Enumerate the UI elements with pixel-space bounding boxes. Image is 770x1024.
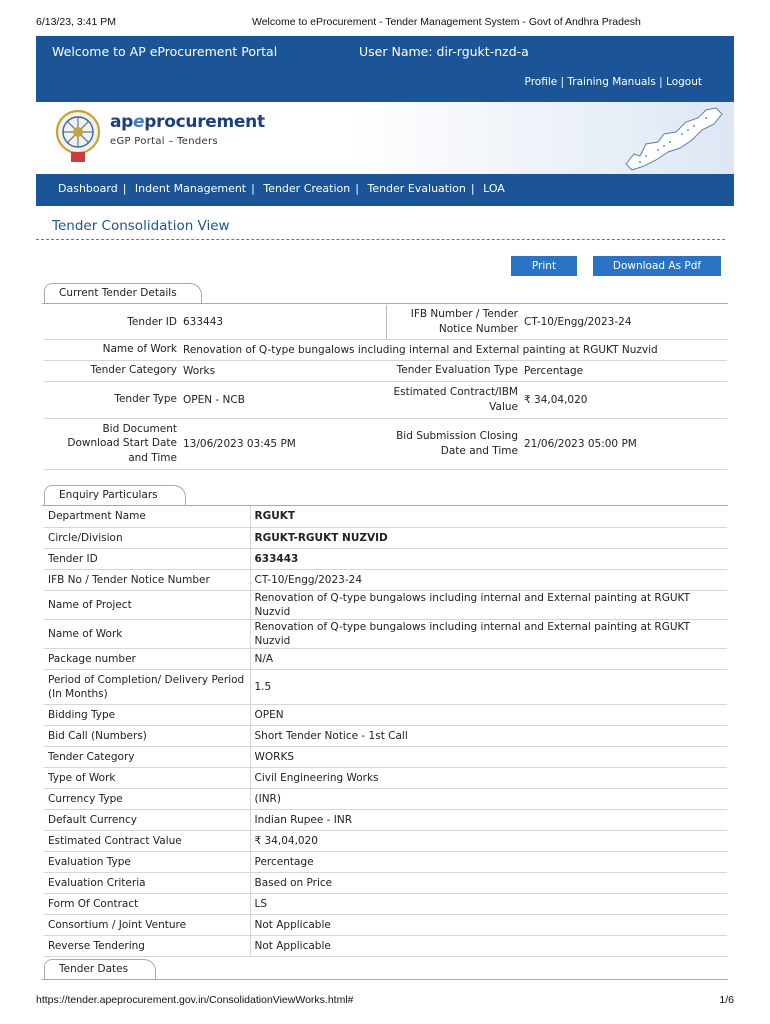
enquiry-key: Period of Completion/ Delivery Period (In Months) bbox=[44, 669, 250, 704]
enquiry-key: Currency Type bbox=[44, 788, 250, 809]
enquiry-value: N/A bbox=[250, 648, 727, 669]
profile-link[interactable]: Profile bbox=[524, 76, 558, 88]
print-footer bbox=[36, 994, 734, 1006]
category-label: Tender Category bbox=[44, 360, 180, 381]
enquiry-key: Name of Work bbox=[44, 619, 250, 648]
main-nav: Dashboard | Indent Management | Tender Creation | Tender Evaluation | LOA bbox=[36, 174, 734, 206]
table-row bbox=[44, 725, 727, 746]
enquiry-value: RGUKT-RGUKT NUZVID bbox=[250, 527, 727, 548]
table-row bbox=[44, 619, 727, 648]
print-page-title: Welcome to eProcurement - Tender Management System - Govt of Andhra Pradesh bbox=[252, 16, 641, 28]
enquiry-key: Evaluation Criteria bbox=[44, 872, 250, 893]
state-map-icon bbox=[606, 104, 728, 172]
enquiry-key: Department Name bbox=[44, 506, 250, 527]
ecv-value: ₹ 34,04,020 bbox=[521, 381, 727, 418]
print-header bbox=[36, 16, 734, 30]
user-links: Profile | Training Manuals | Logout bbox=[524, 76, 702, 88]
tender-type-label: Tender Type bbox=[44, 381, 180, 418]
user-name: User Name: dir-rgukt-nzd-a bbox=[359, 44, 529, 59]
enquiry-key: Evaluation Type bbox=[44, 851, 250, 872]
tender-id-label: Tender ID bbox=[44, 305, 180, 339]
enquiry-value: Indian Rupee - INR bbox=[250, 809, 727, 830]
enquiry-key: Tender Category bbox=[44, 746, 250, 767]
ap-emblem-icon bbox=[54, 108, 102, 164]
enquiry-key: Name of Project bbox=[44, 590, 250, 619]
table-row bbox=[44, 767, 727, 788]
ifb-label: IFB Number / Tender Notice Number bbox=[386, 305, 521, 339]
closing-label: Bid Submission Closing Date and Time bbox=[386, 418, 521, 469]
enquiry-key: Estimated Contract Value bbox=[44, 830, 250, 851]
tender-id-value: 633443 bbox=[180, 305, 386, 339]
top-bar bbox=[36, 36, 734, 102]
page-number: 1/6 bbox=[719, 994, 734, 1006]
current-tender-tab-line bbox=[42, 303, 728, 304]
enquiry-key: Circle/Division bbox=[44, 527, 250, 548]
enquiry-value: Renovation of Q-type bungalows including internal and External painting at RGUKT Nuzvid bbox=[250, 590, 727, 619]
enquiry-value: LS bbox=[250, 893, 727, 914]
table-row bbox=[44, 809, 727, 830]
enquiry-value: (INR) bbox=[250, 788, 727, 809]
enquiry-table bbox=[44, 506, 727, 957]
tender-dates-tab: Tender Dates bbox=[44, 959, 156, 979]
tender-dates-tab-line bbox=[42, 979, 728, 980]
enquiry-value: Civil Engineering Works bbox=[250, 767, 727, 788]
brand-logo: apeprocurement bbox=[110, 112, 265, 132]
table-row bbox=[44, 746, 727, 767]
nav-loa[interactable]: LOA bbox=[483, 182, 505, 195]
training-manuals-link[interactable]: Training Manuals bbox=[567, 76, 656, 88]
page-url: https://tender.apeprocurement.gov.in/ConsolidationViewWorks.html# bbox=[36, 994, 354, 1006]
ecv-label: Estimated Contract/IBM Value bbox=[386, 381, 521, 418]
table-row bbox=[44, 669, 727, 704]
download-start-value: 13/06/2023 03:45 PM bbox=[180, 418, 386, 469]
enquiry-key: Reverse Tendering bbox=[44, 935, 250, 956]
closing-value: 21/06/2023 05:00 PM bbox=[521, 418, 727, 469]
enquiry-value: Percentage bbox=[250, 851, 727, 872]
enquiry-value: RGUKT bbox=[250, 506, 727, 527]
welcome-text: Welcome to AP eProcurement Portal bbox=[52, 44, 278, 59]
table-row bbox=[44, 569, 727, 590]
category-value: Works bbox=[180, 360, 386, 381]
enquiry-value: Renovation of Q-type bungalows including internal and External painting at RGUKT Nuzvid bbox=[250, 619, 727, 648]
table-row bbox=[44, 830, 727, 851]
enquiry-key: IFB No / Tender Notice Number bbox=[44, 569, 250, 590]
enquiry-tab: Enquiry Particulars bbox=[44, 485, 186, 505]
download-pdf-button[interactable]: Download As Pdf bbox=[593, 256, 721, 276]
enquiry-value: 1.5 bbox=[250, 669, 727, 704]
portal-subtitle: eGP Portal – Tenders bbox=[110, 136, 218, 147]
table-row bbox=[44, 648, 727, 669]
enquiry-key: Form Of Contract bbox=[44, 893, 250, 914]
table-row bbox=[44, 704, 727, 725]
print-datetime: 6/13/23, 3:41 PM bbox=[36, 16, 116, 28]
tender-type-value: OPEN - NCB bbox=[180, 381, 386, 418]
download-start-label: Bid Document Download Start Date and Time bbox=[44, 418, 180, 469]
table-row bbox=[44, 914, 727, 935]
current-tender-tab: Current Tender Details bbox=[44, 283, 202, 303]
enquiry-key: Type of Work bbox=[44, 767, 250, 788]
enquiry-key: Default Currency bbox=[44, 809, 250, 830]
enquiry-key: Bid Call (Numbers) bbox=[44, 725, 250, 746]
nav-dashboard[interactable]: Dashboard bbox=[58, 182, 118, 195]
enquiry-value: ₹ 34,04,020 bbox=[250, 830, 727, 851]
table-row bbox=[44, 872, 727, 893]
enquiry-value: Based on Price bbox=[250, 872, 727, 893]
enquiry-value: CT-10/Engg/2023-24 bbox=[250, 569, 727, 590]
ifb-value: CT-10/Engg/2023-24 bbox=[521, 305, 727, 339]
enquiry-key: Tender ID bbox=[44, 548, 250, 569]
table-row bbox=[44, 935, 727, 956]
table-row bbox=[44, 851, 727, 872]
portal-banner bbox=[36, 102, 734, 174]
table-row bbox=[44, 893, 727, 914]
enquiry-value: WORKS bbox=[250, 746, 727, 767]
enquiry-value: Not Applicable bbox=[250, 935, 727, 956]
work-value: Renovation of Q-type bungalows including internal and External painting at RGUKT Nuzvid bbox=[180, 339, 727, 360]
table-row bbox=[44, 590, 727, 619]
work-label: Name of Work bbox=[44, 339, 180, 360]
eval-type-value: Percentage bbox=[521, 360, 727, 381]
enquiry-key: Bidding Type bbox=[44, 704, 250, 725]
enquiry-value: Short Tender Notice - 1st Call bbox=[250, 725, 727, 746]
table-row bbox=[44, 788, 727, 809]
nav-indent-management[interactable]: Indent Management bbox=[134, 182, 247, 195]
nav-tender-creation[interactable]: Tender Creation bbox=[263, 182, 351, 195]
enquiry-value: OPEN bbox=[250, 704, 727, 725]
table-row bbox=[44, 506, 727, 527]
enquiry-key: Package number bbox=[44, 648, 250, 669]
enquiry-value: 633443 bbox=[250, 548, 727, 569]
title-divider bbox=[36, 239, 725, 240]
logout-link[interactable]: Logout bbox=[666, 76, 702, 88]
enquiry-value: Not Applicable bbox=[250, 914, 727, 935]
enquiry-key: Consortium / Joint Venture bbox=[44, 914, 250, 935]
current-tender-table bbox=[44, 305, 727, 470]
page-title: Tender Consolidation View bbox=[52, 218, 230, 234]
nav-tender-evaluation[interactable]: Tender Evaluation bbox=[367, 182, 466, 195]
print-button[interactable]: Print bbox=[511, 256, 577, 276]
eval-type-label: Tender Evaluation Type bbox=[386, 360, 521, 381]
table-row bbox=[44, 527, 727, 548]
table-row bbox=[44, 548, 727, 569]
